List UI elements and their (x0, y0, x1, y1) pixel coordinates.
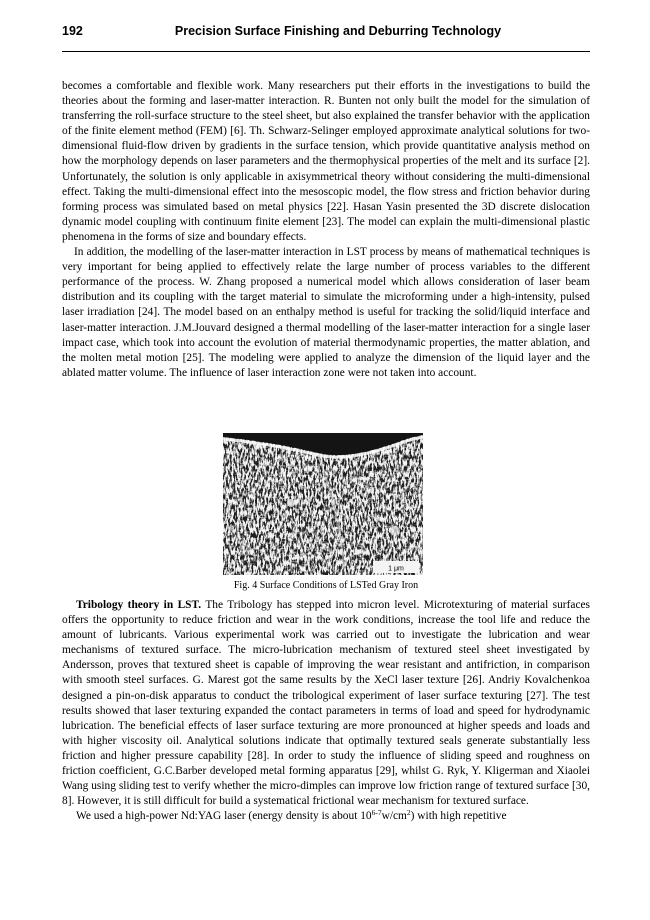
paragraph (62, 809, 590, 824)
page-number: 192 (62, 24, 83, 38)
scale-label: 1 μm (388, 565, 404, 573)
paragraph (62, 598, 590, 809)
text-run: ) with high repetitive (410, 810, 507, 823)
header-rule (62, 51, 590, 52)
paragraph: In addition, the modelling of the laser-matter interaction in LST process by means of mathematical techniques is very important for being applied to effectively relate the large number of process variables to the different performance of the process. W. Zhang proposed a numerical model which allows consideration of laser beam distribution and its coupling with the target material to simulate the microforming under a high-intensity, pulsed laser irradiation [24]. The model based on an enthalpy method is useful for tracking the solid/liquid interface and laser-matter interaction. J.M.Jouvard designed a thermal modelling of the laser-matter interaction for a single laser impact case, which took into account the evolution of material thermodynamic properties, the matter ablation, and the molten metal motion [25]. The modeling were applied to analyze the dimension of the liquid layer and the ablated matter volume. The influence of laser interaction zone were not taken into account. (62, 246, 590, 379)
running-title: Precision Surface Finishing and Deburring Technology (174, 24, 502, 38)
text-run: We used a high-power Nd:YAG laser (energy density is about 10 (76, 810, 372, 823)
body-text-top (62, 79, 590, 381)
superscript: 2 (406, 808, 411, 818)
text-run: w/cm (381, 810, 407, 823)
micrograph-figure (223, 433, 423, 575)
paragraph: becomes a comfortable and flexible work. Many researchers put their efforts in the investigations to build the theories about the forming and laser-matter interaction. R. Bunten not only built the model for the simulation of transferring the roll-surface structure to the steel sheet, but also explained the transfer behavior with the application of the finite element method (FEM) [6]. Th. Schwarz-Selinger employed approximate analytical solutions for two-dimensional fluid-flow driven by gradients in the surface tension, which provide quantitative analysis method on how the morphology depends on laser parameters and the thermophysical properties of the melt and its surface [2]. Unfortunately, the solution is only applicable in axisymmetrical theory without considering the multi-dimensional effect. Taking the multi-dimensional effect into the mesoscopic model, the flow stress and friction behavior during forming process was simulated based on metal physics [22]. Hasan Yasin presented the 3D discrete dislocation dynamic model coupling with continuum finite element [23]. The model can explain the multi-dimensional plastic phenomena in the forms of size and boundary effects. (62, 80, 590, 243)
running-header (62, 22, 590, 42)
body-text-bottom (62, 598, 590, 824)
superscript: 6-7 (371, 808, 382, 818)
micrograph-image (223, 433, 423, 575)
figure-caption: Fig. 4 Surface Conditions of LSTed Gray Iron (233, 580, 419, 591)
paragraph-text: The Tribology has stepped into micron level. Microtexturing of material surfaces offers the opportunity to reduce friction and wear in the work conditions, increase the tool life and reduce the amount of lubricants. Various experimental work was carried out to investigate the lubrication and wear mechanisms of textured surface. The micro-lubrication mechanism of textured steel sheet investigated by Andersson, proves that textured sheet is capable of improving the wear resistant and antifriction, in comparison with smooth steel surfaces. G. Marest got the same results by the XeCl laser texture [26]. Andriy Kovalchenkoa designed a pin-on-disk apparatus to conduct the tribological experiment of laser surface texturing [27]. The test results showed that laser texturing expanded the contact parameters in terms of load and speed for hydrodynamic lubrication. The beneficial effects of laser surface texturing are more pronounced at higher speeds and loads and with higher viscosity oil. Analytical solutions indicate that optimally textured seals generate substantially less friction and higher pressure capability [28]. In order to study the influence of sliding speed and roughness on friction coefficient, G.C.Barber developed metal forming apparatus [29], whilst G. Ryk, Y. Kligerman and Xiaolei Wang using sliding test to verify whether the micro-dimples can improve low friction range of textured surface [30, 8]. However, it is still difficult for build a systematical frictional wear mechanism for textured surface. (62, 599, 590, 808)
section-heading: Tribology theory in LST. (76, 599, 202, 611)
